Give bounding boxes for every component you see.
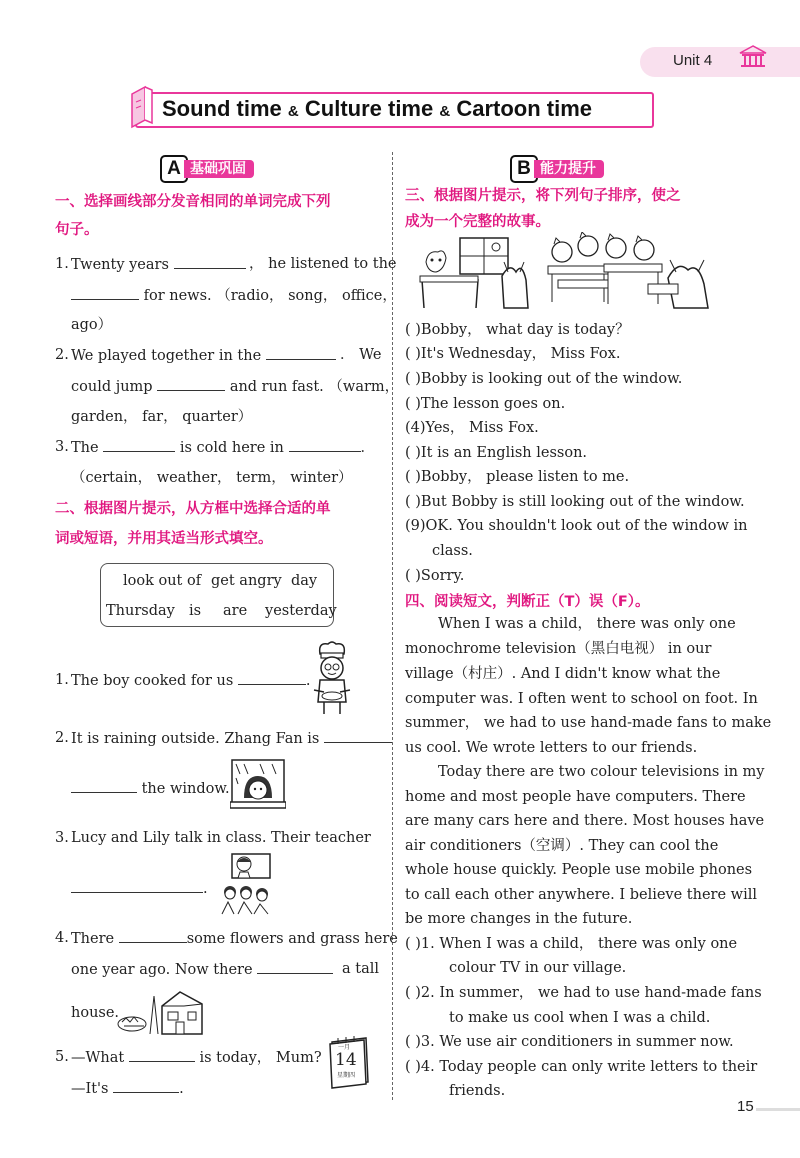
word-option: get angry [211,573,282,589]
answer-blank[interactable] [71,778,137,793]
word-option: is [189,603,202,619]
answer-blank[interactable] [157,376,225,391]
answer-blank[interactable] [103,437,175,452]
classroom-story-picture [418,232,728,312]
sequence-item: (4)Yes， Miss Fox. [405,420,539,436]
answer-blank[interactable] [289,437,361,452]
word-option: are [223,603,248,619]
q1-heading: 一、选择画线部分发音相同的单词完成下列 句子。 [55,194,331,238]
page-title: Sound time & Culture time & Cartoon time [162,96,593,121]
q2-heading: 二、根据图片提示，从方框中选择合适的单 词或短语，并用其适当形式填空。 [55,501,331,547]
badge-letter: B [510,155,538,183]
book-icon [129,84,155,130]
sequence-item: ( )Bobby， what day is today？ [405,322,630,338]
true-false-item: ( )4. Today people can only write letters to their [405,1059,758,1075]
true-false-item: ( )2. In summer， we had to use hand-made fans [405,985,762,1001]
unit-label: Unit 4 [673,52,713,69]
word-option: Thursday [106,603,175,619]
chef-boy-picture [306,640,358,718]
unit-tab [640,47,800,77]
window-girl-picture [230,758,286,810]
answer-blank[interactable] [71,878,203,893]
badge-text: 基础巩固 [184,160,254,178]
sequence-item: ( )Bobby， please listen to me. [405,469,630,485]
answer-blank[interactable] [324,728,392,743]
true-false-item: colour TV in our village. [449,960,627,976]
sequence-item: ( )Bobby is looking out of the window. [405,371,683,387]
sequence-item: ( )But Bobby is still looking out of the window. [405,494,745,510]
word-option: yesterday [265,603,337,619]
answer-blank[interactable] [266,345,336,360]
calendar-day: 14 [335,1050,357,1070]
word-box [100,563,337,627]
true-false-item: to make us cool when I was a child. [449,1010,711,1026]
q4-heading: 四、阅读短文，判断正（T）误（F）。 [405,594,650,610]
answer-blank[interactable] [257,959,333,974]
answer-blank[interactable] [174,254,246,269]
answer-blank[interactable] [113,1078,179,1093]
calendar-picture [326,1034,370,1090]
answer-blank[interactable] [129,1047,195,1062]
sequence-item: ( )Sorry. [405,568,465,584]
word-option: look out of [123,573,202,589]
calendar-month: 一月 [338,1044,351,1051]
house-grass-picture [114,988,206,1036]
sequence-item: class. [432,543,473,559]
answer-blank[interactable] [119,928,187,943]
word-option: day [291,573,318,589]
true-false-item: friends. [449,1083,506,1099]
answer-blank[interactable] [71,285,139,300]
page-number: 15 [737,1098,754,1115]
true-false-item: ( )3. We use air conditioners in summer now. [405,1034,734,1050]
answer-blank[interactable] [238,670,306,685]
calendar-weekday: 星期四 [337,1072,356,1079]
museum-icon [738,44,768,70]
badge-text: 能力提升 [534,160,604,178]
true-false-item: ( )1. When I was a child， there was only one [405,936,738,952]
sequence-item: (9)OK. You shouldn't look out of the window in [405,518,748,534]
q3-heading: 三、根据图片提示，将下列句子排序，使之 成为一个完整的故事。 [405,188,681,230]
sequence-item: ( )It's Wednesday， Miss Fox. [405,346,621,362]
badge-letter: A [160,155,188,183]
sequence-item: ( )The lesson goes on. [405,396,566,412]
classroom-teacher-picture [218,852,274,916]
footer-line [756,1108,800,1111]
sequence-item: ( )It is an English lesson. [405,445,588,461]
